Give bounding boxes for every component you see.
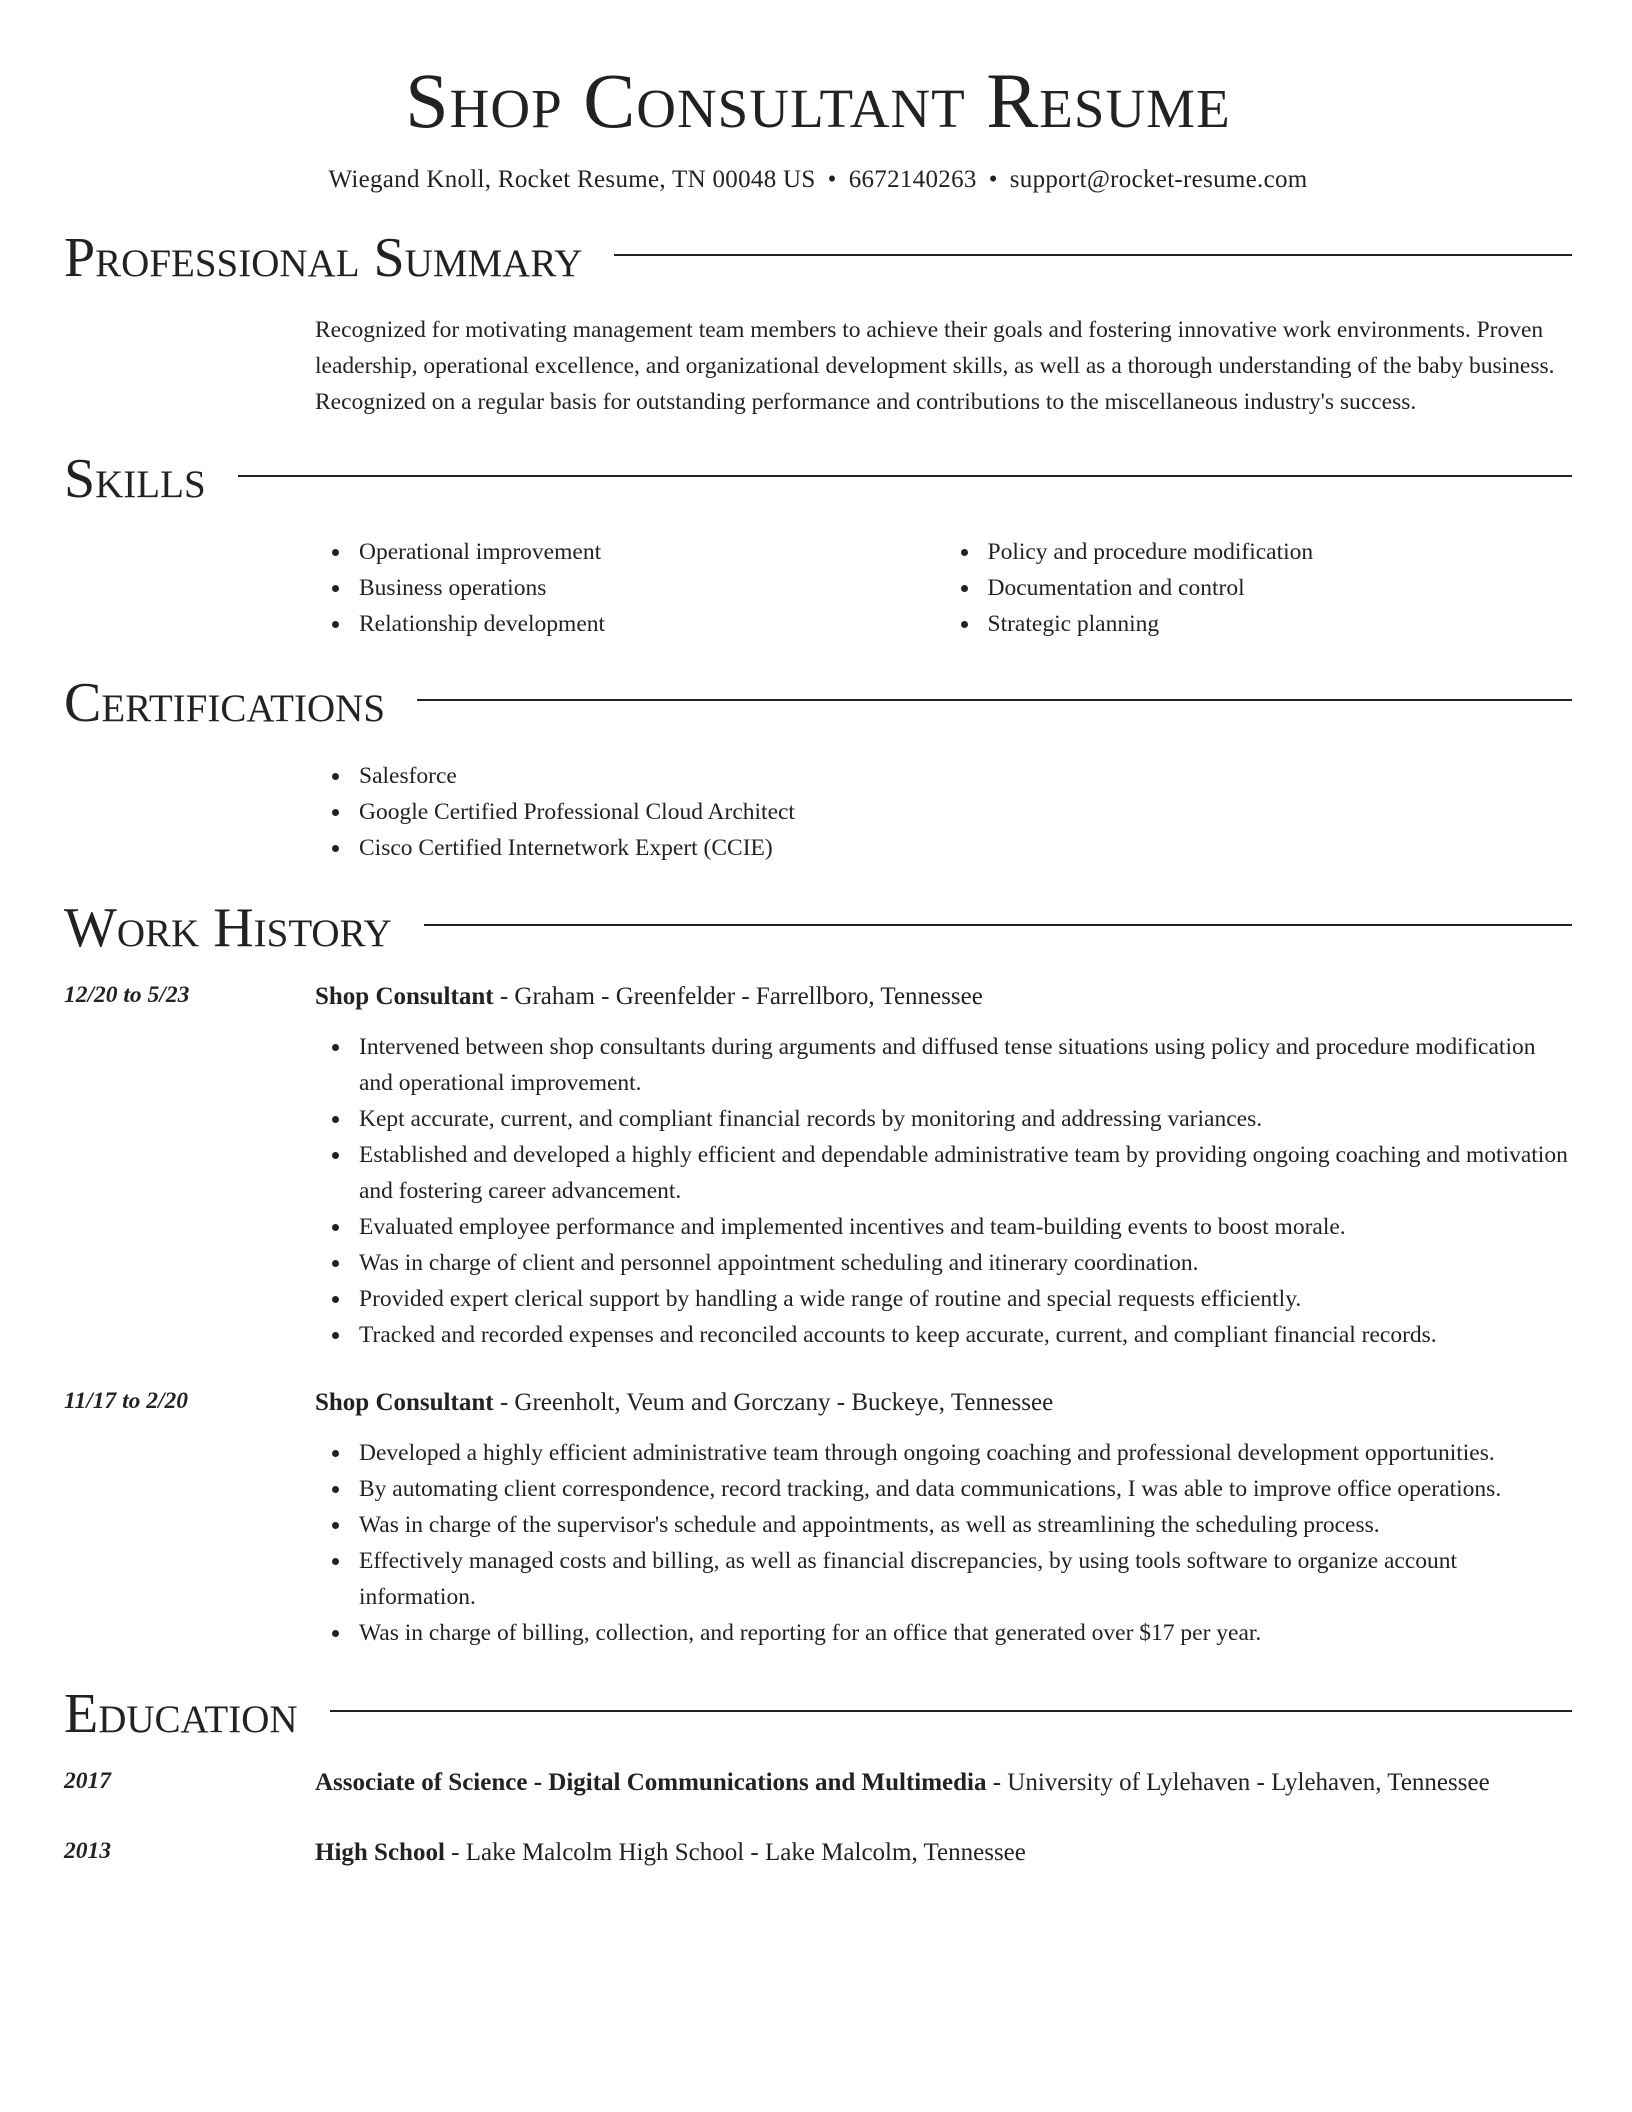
education-degree: High School (315, 1838, 445, 1866)
certifications-section (64, 672, 1572, 866)
job-entry (64, 1383, 1572, 1423)
job-bullets (315, 1029, 1572, 1353)
contact-separator: • (827, 165, 837, 193)
education-year: 2013 (64, 1837, 111, 1864)
skill-item: Business operations (359, 570, 944, 606)
job-bullet: Developed a highly efficient administrative team through ongoing coaching and professional development opportunities. (359, 1435, 1572, 1471)
job-dates: 12/20 to 5/23 (64, 981, 190, 1008)
job-position: Shop Consultant (315, 982, 494, 1010)
skills-list (315, 534, 1572, 642)
job-bullet: Was in charge of client and personnel appointment scheduling and itinerary coordination. (359, 1245, 1572, 1281)
skills-column-left (315, 534, 944, 642)
skill-item: Operational improvement (359, 534, 944, 570)
job-employer: - Greenholt, Veum and Gorczany - Buckeye, Tennessee (493, 1388, 1054, 1416)
skill-item: Relationship development (359, 606, 944, 642)
skill-item: Strategic planning (988, 606, 1573, 642)
contact-line (64, 166, 1572, 194)
resume-title: Shop Consultant Resume (405, 57, 1231, 144)
education-entry (64, 1833, 1572, 1873)
work-history-section (64, 897, 1572, 1651)
education-school: - Lake Malcolm High School - Lake Malcolm, Tennessee (444, 1838, 1026, 1866)
job-bullet: Kept accurate, current, and compliant financial records by monitoring and addressing variances. (359, 1101, 1572, 1137)
education-section (64, 1683, 1572, 1873)
job-bullet: Was in charge of the supervisor's schedule and appointments, as well as streamlining the scheduling process. (359, 1507, 1572, 1543)
skill-item: Policy and procedure modification (988, 534, 1573, 570)
job-entry (64, 977, 1572, 1017)
section-divider (424, 924, 1572, 926)
summary-section (64, 227, 1572, 420)
section-header (64, 227, 1572, 289)
job-bullet: Effectively managed costs and billing, as well as financial discrepancies, by using tools software to organize account information. (359, 1543, 1572, 1615)
section-divider (417, 699, 1572, 701)
section-title-work-history: Work History (64, 896, 392, 959)
job-bullet: Tracked and recorded expenses and reconciled accounts to keep accurate, current, and compliant financial records. (359, 1317, 1572, 1353)
resume-page (64, 0, 1572, 1873)
certification-item: Salesforce (359, 758, 1572, 794)
contact-email[interactable]: support@rocket-resume.com (1009, 165, 1308, 193)
job-dates: 11/17 to 2/20 (64, 1387, 189, 1414)
section-divider (614, 254, 1572, 256)
job-headline (315, 977, 1572, 1017)
section-title-summary: Professional Summary (64, 226, 583, 289)
certifications-list (315, 758, 1572, 866)
education-year: 2017 (64, 1767, 111, 1794)
job-employer: - Graham - Greenfelder - Farrellboro, Tennessee (493, 982, 983, 1010)
job-bullet: Was in charge of billing, collection, and reporting for an office that generated over $17 per year. (359, 1615, 1572, 1651)
education-headline (315, 1833, 1572, 1873)
section-header (64, 1683, 1572, 1745)
certification-item: Cisco Certified Internetwork Expert (CCIE) (359, 830, 1572, 866)
section-title-certifications: Certifications (64, 671, 386, 734)
section-title-education: Education (64, 1682, 298, 1745)
job-bullet: Evaluated employee performance and implemented incentives and team-building events to boost morale. (359, 1209, 1572, 1245)
education-headline (315, 1763, 1572, 1803)
job-bullet: Intervened between shop consultants during arguments and diffused tense situations using policy and procedure modification and operational improvement. (359, 1029, 1572, 1101)
education-degree: Associate of Science - Digital Communications and Multimedia (315, 1768, 987, 1796)
education-school: - University of Lylehaven - Lylehaven, Tennessee (986, 1768, 1490, 1796)
job-bullet: Provided expert clerical support by handling a wide range of routine and special requests efficiently. (359, 1281, 1572, 1317)
job-bullet: By automating client correspondence, record tracking, and data communications, I was able to improve office operations. (359, 1471, 1572, 1507)
skills-column-right (944, 534, 1573, 642)
education-entry (64, 1763, 1572, 1803)
section-divider (330, 1710, 1572, 1712)
summary-text: Recognized for motivating management team members to achieve their goals and fostering innovative work environments. Proven leadership, operational excellence, and organizational development skills, as well as a thorough understanding of the baby business. Recognized on a regular basis for outstanding performance and contributions to the miscellaneous industry's success. (315, 316, 1555, 415)
contact-address: Wiegand Knoll, Rocket Resume, TN 00048 US (328, 165, 816, 193)
skills-section (64, 448, 1572, 642)
section-header (64, 448, 1572, 510)
section-header (64, 897, 1572, 959)
job-headline (315, 1383, 1572, 1423)
section-title-skills: Skills (64, 447, 206, 510)
contact-phone[interactable]: 6672140263 (848, 165, 977, 193)
job-bullet: Established and developed a highly efficient and dependable administrative team by providing ongoing coaching and motivation and fostering career advancement. (359, 1137, 1572, 1209)
contact-separator: • (988, 165, 998, 193)
job-position: Shop Consultant (315, 1388, 494, 1416)
certification-item: Google Certified Professional Cloud Architect (359, 794, 1572, 830)
section-header (64, 672, 1572, 734)
job-bullets (315, 1435, 1572, 1651)
section-divider (238, 475, 1572, 477)
skill-item: Documentation and control (988, 570, 1573, 606)
